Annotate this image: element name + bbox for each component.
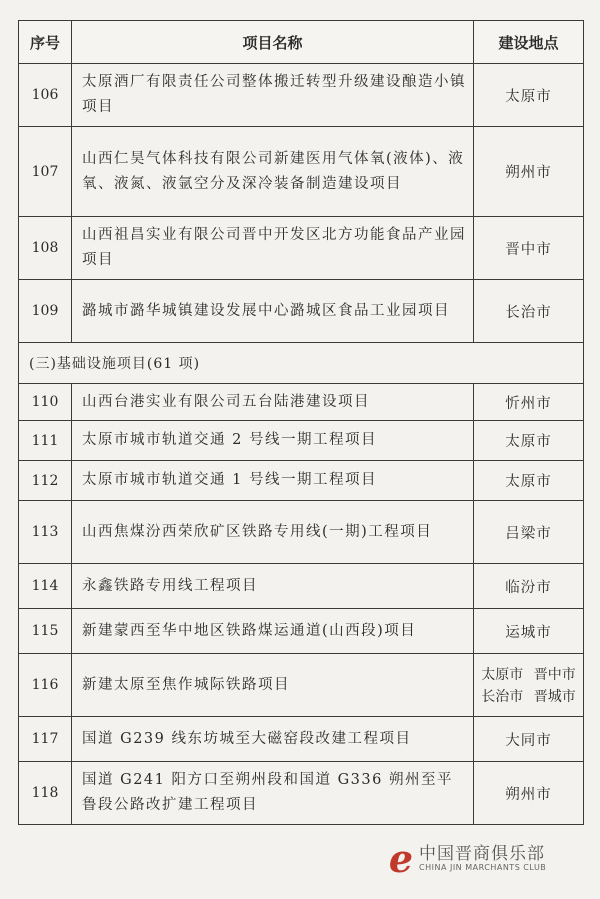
row-name: 山西台港实业有限公司五台陆港建设项目 (72, 384, 474, 421)
row-no: 118 (19, 762, 72, 825)
table-row (19, 461, 584, 501)
location-item: 晋中市 (533, 667, 576, 683)
row-no: 113 (19, 501, 72, 564)
row-location: 太原市 (474, 461, 584, 501)
row-location: 临汾市 (474, 564, 584, 609)
row-no: 117 (19, 717, 72, 762)
watermark-en: CHINA JIN MARCHANTS CLUB (419, 863, 547, 872)
row-location: 忻州市 (474, 384, 584, 421)
row-location: 朔州市 (474, 127, 584, 217)
table-row (19, 127, 584, 217)
row-no: 108 (19, 217, 72, 280)
table-row (19, 564, 584, 609)
club-logo-icon: e (388, 836, 414, 881)
location-item: 太原市 (481, 667, 524, 683)
watermark (381, 837, 586, 883)
header-location: 建设地点 (474, 21, 584, 64)
table-row (19, 501, 584, 564)
watermark-cn: 中国晋商俱乐部 (419, 844, 545, 864)
row-name: 国道 G241 阳方口至朔州段和国道 G336 朔州至平鲁段公路改扩建工程项目 (72, 762, 474, 825)
row-no: 106 (19, 64, 72, 127)
row-name: 新建蒙西至华中地区铁路煤运通道(山西段)项目 (72, 609, 474, 654)
row-name: 潞城市潞华城镇建设发展中心潞城区食品工业园项目 (72, 280, 474, 343)
header-no: 序号 (19, 21, 72, 64)
section-row (19, 343, 584, 384)
row-no: 114 (19, 564, 72, 609)
table-row (19, 717, 584, 762)
row-name: 国道 G239 线东坊城至大磁窑段改建工程项目 (72, 717, 474, 762)
table-row (19, 421, 584, 461)
row-name: 太原市城市轨道交通 2 号线一期工程项目 (72, 421, 474, 461)
table-row (19, 762, 584, 825)
row-location: 运城市 (474, 609, 584, 654)
row-name: 山西仁昊气体科技有限公司新建医用气体氧(液体)、液氧、液氮、液氩空分及深冷装备制造建设项目 (72, 127, 474, 217)
row-no: 110 (19, 384, 72, 421)
row-name: 太原酒厂有限责任公司整体搬迁转型升级建设酿造小镇项目 (72, 64, 474, 127)
row-location (474, 654, 584, 717)
row-location: 太原市 (474, 64, 584, 127)
location-item: 晋城市 (533, 689, 576, 705)
section-title: (三)基础设施项目(61 项) (19, 343, 584, 384)
location-item: 长治市 (481, 689, 524, 705)
project-table (18, 20, 584, 825)
row-location: 吕梁市 (474, 501, 584, 564)
row-no: 112 (19, 461, 72, 501)
row-name: 山西焦煤汾西荣欣矿区铁路专用线(一期)工程项目 (72, 501, 474, 564)
row-location: 大同市 (474, 717, 584, 762)
row-no: 109 (19, 280, 72, 343)
row-name: 山西祖昌实业有限公司晋中开发区北方功能食品产业园项目 (72, 217, 474, 280)
table-row (19, 654, 584, 717)
header-name: 项目名称 (72, 21, 474, 64)
row-name: 新建太原至焦作城际铁路项目 (72, 654, 474, 717)
table-row (19, 217, 584, 280)
row-name: 永鑫铁路专用线工程项目 (72, 564, 474, 609)
row-location: 长治市 (474, 280, 584, 343)
table-row (19, 384, 584, 421)
table-row (19, 609, 584, 654)
row-no: 115 (19, 609, 72, 654)
row-no: 111 (19, 421, 72, 461)
row-location: 太原市 (474, 421, 584, 461)
table-row (19, 64, 584, 127)
row-no: 107 (19, 127, 72, 217)
table-header-row (19, 21, 584, 64)
row-no: 116 (19, 654, 72, 717)
row-location: 晋中市 (474, 217, 584, 280)
location-list (474, 664, 583, 706)
row-name: 太原市城市轨道交通 1 号线一期工程项目 (72, 461, 474, 501)
row-location: 朔州市 (474, 762, 584, 825)
table-row (19, 280, 584, 343)
